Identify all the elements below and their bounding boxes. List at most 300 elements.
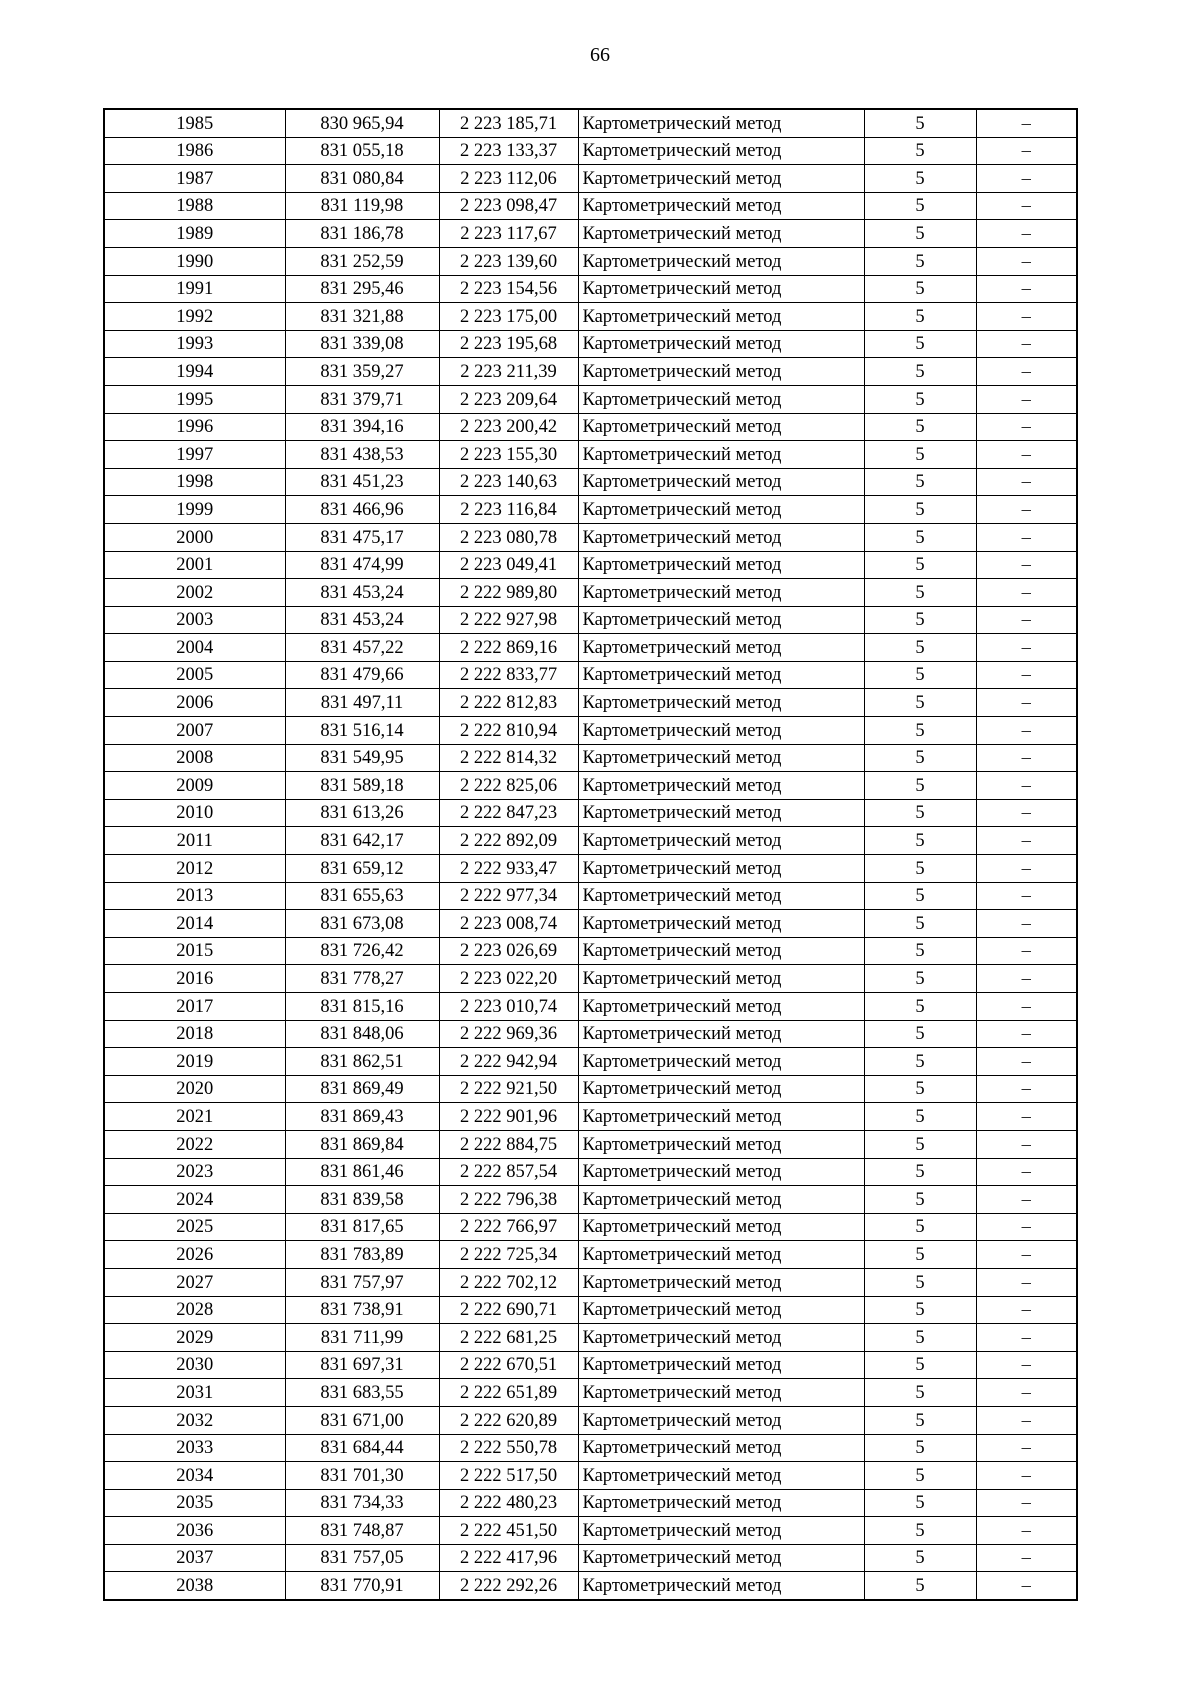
accuracy-cell: 5 <box>864 385 976 413</box>
x-coordinate-cell: 831 697,31 <box>285 1351 439 1379</box>
y-coordinate-cell: 2 223 080,78 <box>439 523 578 551</box>
table-row <box>104 1268 1077 1296</box>
note-cell: – <box>976 937 1077 965</box>
point-number-cell: 2014 <box>104 910 285 938</box>
accuracy-cell: 5 <box>864 303 976 331</box>
x-coordinate-cell: 831 186,78 <box>285 220 439 248</box>
note-cell: – <box>976 1213 1077 1241</box>
accuracy-cell: 5 <box>864 468 976 496</box>
y-coordinate-cell: 2 222 857,54 <box>439 1158 578 1186</box>
table-row <box>104 1075 1077 1103</box>
y-coordinate-cell: 2 222 651,89 <box>439 1379 578 1407</box>
y-coordinate-cell: 2 223 116,84 <box>439 496 578 524</box>
note-cell: – <box>976 247 1077 275</box>
accuracy-cell: 5 <box>864 192 976 220</box>
y-coordinate-cell: 2 222 825,06 <box>439 772 578 800</box>
x-coordinate-cell: 831 683,55 <box>285 1379 439 1407</box>
method-cell: Картометрический метод <box>578 827 864 855</box>
point-number-cell: 2023 <box>104 1158 285 1186</box>
accuracy-cell: 5 <box>864 855 976 883</box>
table-row <box>104 1379 1077 1407</box>
x-coordinate-cell: 831 055,18 <box>285 137 439 165</box>
note-cell: – <box>976 413 1077 441</box>
x-coordinate-cell: 831 869,49 <box>285 1075 439 1103</box>
note-cell: – <box>976 965 1077 993</box>
note-cell: – <box>976 717 1077 745</box>
point-number-cell: 1988 <box>104 192 285 220</box>
accuracy-cell: 5 <box>864 1434 976 1462</box>
x-coordinate-cell: 831 783,89 <box>285 1241 439 1269</box>
accuracy-cell: 5 <box>864 579 976 607</box>
method-cell: Картометрический метод <box>578 1158 864 1186</box>
note-cell: – <box>976 468 1077 496</box>
x-coordinate-cell: 831 359,27 <box>285 358 439 386</box>
y-coordinate-cell: 2 222 690,71 <box>439 1296 578 1324</box>
y-coordinate-cell: 2 223 139,60 <box>439 247 578 275</box>
coordinates-table <box>103 108 1078 1601</box>
y-coordinate-cell: 2 222 550,78 <box>439 1434 578 1462</box>
accuracy-cell: 5 <box>864 1517 976 1545</box>
y-coordinate-cell: 2 222 725,34 <box>439 1241 578 1269</box>
y-coordinate-cell: 2 222 517,50 <box>439 1462 578 1490</box>
y-coordinate-cell: 2 222 901,96 <box>439 1103 578 1131</box>
table-row <box>104 441 1077 469</box>
x-coordinate-cell: 831 757,97 <box>285 1268 439 1296</box>
accuracy-cell: 5 <box>864 1296 976 1324</box>
accuracy-cell: 5 <box>864 744 976 772</box>
note-cell: – <box>976 882 1077 910</box>
page-number: 66 <box>590 44 610 66</box>
table-row <box>104 523 1077 551</box>
point-number-cell: 1997 <box>104 441 285 469</box>
table-row <box>104 689 1077 717</box>
table-row <box>104 1544 1077 1572</box>
accuracy-cell: 5 <box>864 937 976 965</box>
accuracy-cell: 5 <box>864 413 976 441</box>
x-coordinate-cell: 831 734,33 <box>285 1489 439 1517</box>
method-cell: Картометрический метод <box>578 1489 864 1517</box>
table-row <box>104 993 1077 1021</box>
method-cell: Картометрический метод <box>578 910 864 938</box>
y-coordinate-cell: 2 223 026,69 <box>439 937 578 965</box>
note-cell: – <box>976 303 1077 331</box>
table-row <box>104 882 1077 910</box>
accuracy-cell: 5 <box>864 827 976 855</box>
x-coordinate-cell: 831 748,87 <box>285 1517 439 1545</box>
point-number-cell: 2036 <box>104 1517 285 1545</box>
table-row <box>104 965 1077 993</box>
note-cell: – <box>976 192 1077 220</box>
point-number-cell: 2009 <box>104 772 285 800</box>
point-number-cell: 1994 <box>104 358 285 386</box>
note-cell: – <box>976 109 1077 137</box>
table-row <box>104 1186 1077 1214</box>
method-cell: Картометрический метод <box>578 1020 864 1048</box>
x-coordinate-cell: 831 817,65 <box>285 1213 439 1241</box>
note-cell: – <box>976 1268 1077 1296</box>
accuracy-cell: 5 <box>864 606 976 634</box>
y-coordinate-cell: 2 222 681,25 <box>439 1324 578 1352</box>
point-number-cell: 2019 <box>104 1048 285 1076</box>
method-cell: Картометрический метод <box>578 1268 864 1296</box>
note-cell: – <box>976 1296 1077 1324</box>
accuracy-cell: 5 <box>864 330 976 358</box>
x-coordinate-cell: 831 848,06 <box>285 1020 439 1048</box>
method-cell: Картометрический метод <box>578 1379 864 1407</box>
x-coordinate-cell: 831 321,88 <box>285 303 439 331</box>
point-number-cell: 2008 <box>104 744 285 772</box>
method-cell: Картометрический метод <box>578 523 864 551</box>
x-coordinate-cell: 831 453,24 <box>285 606 439 634</box>
method-cell: Картометрический метод <box>578 1130 864 1158</box>
table-row <box>104 1020 1077 1048</box>
method-cell: Картометрический метод <box>578 1572 864 1600</box>
y-coordinate-cell: 2 223 195,68 <box>439 330 578 358</box>
table-row <box>104 1158 1077 1186</box>
method-cell: Картометрический метод <box>578 882 864 910</box>
point-number-cell: 2031 <box>104 1379 285 1407</box>
note-cell: – <box>976 1324 1077 1352</box>
note-cell: – <box>976 1020 1077 1048</box>
accuracy-cell: 5 <box>864 1544 976 1572</box>
y-coordinate-cell: 2 223 022,20 <box>439 965 578 993</box>
note-cell: – <box>976 441 1077 469</box>
y-coordinate-cell: 2 222 702,12 <box>439 1268 578 1296</box>
x-coordinate-cell: 831 438,53 <box>285 441 439 469</box>
point-number-cell: 2035 <box>104 1489 285 1517</box>
accuracy-cell: 5 <box>864 1406 976 1434</box>
y-coordinate-cell: 2 223 010,74 <box>439 993 578 1021</box>
x-coordinate-cell: 831 839,58 <box>285 1186 439 1214</box>
accuracy-cell: 5 <box>864 1489 976 1517</box>
method-cell: Картометрический метод <box>578 606 864 634</box>
x-coordinate-cell: 831 757,05 <box>285 1544 439 1572</box>
point-number-cell: 2016 <box>104 965 285 993</box>
method-cell: Картометрический метод <box>578 1517 864 1545</box>
note-cell: – <box>976 220 1077 248</box>
point-number-cell: 2022 <box>104 1130 285 1158</box>
table-row <box>104 137 1077 165</box>
y-coordinate-cell: 2 223 140,63 <box>439 468 578 496</box>
method-cell: Картометрический метод <box>578 468 864 496</box>
method-cell: Картометрический метод <box>578 799 864 827</box>
table-row <box>104 192 1077 220</box>
x-coordinate-cell: 831 295,46 <box>285 275 439 303</box>
point-number-cell: 2006 <box>104 689 285 717</box>
table-row <box>104 910 1077 938</box>
note-cell: – <box>976 1130 1077 1158</box>
point-number-cell: 2010 <box>104 799 285 827</box>
point-number-cell: 2000 <box>104 523 285 551</box>
table-row <box>104 1462 1077 1490</box>
y-coordinate-cell: 2 223 154,56 <box>439 275 578 303</box>
method-cell: Картометрический метод <box>578 855 864 883</box>
point-number-cell: 1996 <box>104 413 285 441</box>
method-cell: Картометрический метод <box>578 1406 864 1434</box>
note-cell: – <box>976 1462 1077 1490</box>
table-row <box>104 1434 1077 1462</box>
accuracy-cell: 5 <box>864 1213 976 1241</box>
note-cell: – <box>976 634 1077 662</box>
table-row <box>104 855 1077 883</box>
x-coordinate-cell: 831 778,27 <box>285 965 439 993</box>
accuracy-cell: 5 <box>864 882 976 910</box>
note-cell: – <box>976 1241 1077 1269</box>
accuracy-cell: 5 <box>864 1186 976 1214</box>
x-coordinate-cell: 831 394,16 <box>285 413 439 441</box>
point-number-cell: 2037 <box>104 1544 285 1572</box>
y-coordinate-cell: 2 222 977,34 <box>439 882 578 910</box>
method-cell: Картометрический метод <box>578 634 864 662</box>
method-cell: Картометрический метод <box>578 165 864 193</box>
note-cell: – <box>976 1406 1077 1434</box>
y-coordinate-cell: 2 222 927,98 <box>439 606 578 634</box>
note-cell: – <box>976 827 1077 855</box>
accuracy-cell: 5 <box>864 1158 976 1186</box>
x-coordinate-cell: 831 659,12 <box>285 855 439 883</box>
table-row <box>104 827 1077 855</box>
method-cell: Картометрический метод <box>578 579 864 607</box>
accuracy-cell: 5 <box>864 1324 976 1352</box>
x-coordinate-cell: 831 862,51 <box>285 1048 439 1076</box>
y-coordinate-cell: 2 223 175,00 <box>439 303 578 331</box>
x-coordinate-cell: 831 701,30 <box>285 1462 439 1490</box>
point-number-cell: 2027 <box>104 1268 285 1296</box>
x-coordinate-cell: 831 861,46 <box>285 1158 439 1186</box>
note-cell: – <box>976 579 1077 607</box>
x-coordinate-cell: 831 466,96 <box>285 496 439 524</box>
x-coordinate-cell: 831 516,14 <box>285 717 439 745</box>
note-cell: – <box>976 1075 1077 1103</box>
note-cell: – <box>976 1489 1077 1517</box>
table-row <box>104 1241 1077 1269</box>
x-coordinate-cell: 831 119,98 <box>285 192 439 220</box>
accuracy-cell: 5 <box>864 1379 976 1407</box>
method-cell: Картометрический метод <box>578 1434 864 1462</box>
point-number-cell: 2017 <box>104 993 285 1021</box>
accuracy-cell: 5 <box>864 1130 976 1158</box>
table-row <box>104 468 1077 496</box>
point-number-cell: 2026 <box>104 1241 285 1269</box>
x-coordinate-cell: 831 252,59 <box>285 247 439 275</box>
method-cell: Картометрический метод <box>578 1103 864 1131</box>
note-cell: – <box>976 606 1077 634</box>
x-coordinate-cell: 831 711,99 <box>285 1324 439 1352</box>
table-row <box>104 1296 1077 1324</box>
accuracy-cell: 5 <box>864 689 976 717</box>
y-coordinate-cell: 2 222 812,83 <box>439 689 578 717</box>
note-cell: – <box>976 1048 1077 1076</box>
note-cell: – <box>976 1351 1077 1379</box>
method-cell: Картометрический метод <box>578 1241 864 1269</box>
method-cell: Картометрический метод <box>578 993 864 1021</box>
method-cell: Картометрический метод <box>578 330 864 358</box>
note-cell: – <box>976 330 1077 358</box>
table-row <box>104 717 1077 745</box>
table-row <box>104 330 1077 358</box>
point-number-cell: 2015 <box>104 937 285 965</box>
method-cell: Картометрический метод <box>578 661 864 689</box>
y-coordinate-cell: 2 223 200,42 <box>439 413 578 441</box>
y-coordinate-cell: 2 222 480,23 <box>439 1489 578 1517</box>
method-cell: Картометрический метод <box>578 303 864 331</box>
note-cell: – <box>976 993 1077 1021</box>
accuracy-cell: 5 <box>864 1048 976 1076</box>
note-cell: – <box>976 385 1077 413</box>
method-cell: Картометрический метод <box>578 1296 864 1324</box>
accuracy-cell: 5 <box>864 441 976 469</box>
note-cell: – <box>976 358 1077 386</box>
point-number-cell: 2020 <box>104 1075 285 1103</box>
method-cell: Картометрический метод <box>578 1048 864 1076</box>
y-coordinate-cell: 2 222 921,50 <box>439 1075 578 1103</box>
point-number-cell: 2025 <box>104 1213 285 1241</box>
y-coordinate-cell: 2 223 185,71 <box>439 109 578 137</box>
y-coordinate-cell: 2 223 049,41 <box>439 551 578 579</box>
table-row <box>104 413 1077 441</box>
method-cell: Картометрический метод <box>578 496 864 524</box>
x-coordinate-cell: 831 475,17 <box>285 523 439 551</box>
point-number-cell: 2004 <box>104 634 285 662</box>
accuracy-cell: 5 <box>864 1462 976 1490</box>
x-coordinate-cell: 831 671,00 <box>285 1406 439 1434</box>
point-number-cell: 2034 <box>104 1462 285 1490</box>
point-number-cell: 2002 <box>104 579 285 607</box>
y-coordinate-cell: 2 223 008,74 <box>439 910 578 938</box>
point-number-cell: 2018 <box>104 1020 285 1048</box>
table-row <box>104 1213 1077 1241</box>
method-cell: Картометрический метод <box>578 1186 864 1214</box>
note-cell: – <box>976 523 1077 551</box>
method-cell: Картометрический метод <box>578 413 864 441</box>
accuracy-cell: 5 <box>864 717 976 745</box>
y-coordinate-cell: 2 222 620,89 <box>439 1406 578 1434</box>
table-row <box>104 1351 1077 1379</box>
table-row <box>104 661 1077 689</box>
point-number-cell: 1989 <box>104 220 285 248</box>
method-cell: Картометрический метод <box>578 1351 864 1379</box>
table-row <box>104 220 1077 248</box>
note-cell: – <box>976 165 1077 193</box>
x-coordinate-cell: 831 497,11 <box>285 689 439 717</box>
y-coordinate-cell: 2 222 451,50 <box>439 1517 578 1545</box>
y-coordinate-cell: 2 222 292,26 <box>439 1572 578 1600</box>
accuracy-cell: 5 <box>864 993 976 1021</box>
x-coordinate-cell: 831 738,91 <box>285 1296 439 1324</box>
table-row <box>104 1572 1077 1600</box>
accuracy-cell: 5 <box>864 799 976 827</box>
method-cell: Картометрический метод <box>578 109 864 137</box>
y-coordinate-cell: 2 222 892,09 <box>439 827 578 855</box>
table-row <box>104 606 1077 634</box>
table-body <box>104 109 1077 1600</box>
note-cell: – <box>976 689 1077 717</box>
note-cell: – <box>976 1544 1077 1572</box>
y-coordinate-cell: 2 223 211,39 <box>439 358 578 386</box>
accuracy-cell: 5 <box>864 910 976 938</box>
point-number-cell: 2032 <box>104 1406 285 1434</box>
x-coordinate-cell: 831 770,91 <box>285 1572 439 1600</box>
note-cell: – <box>976 799 1077 827</box>
table-row <box>104 247 1077 275</box>
table-row <box>104 772 1077 800</box>
accuracy-cell: 5 <box>864 137 976 165</box>
y-coordinate-cell: 2 222 417,96 <box>439 1544 578 1572</box>
y-coordinate-cell: 2 223 133,37 <box>439 137 578 165</box>
method-cell: Картометрический метод <box>578 1324 864 1352</box>
accuracy-cell: 5 <box>864 661 976 689</box>
table-row <box>104 551 1077 579</box>
method-cell: Картометрический метод <box>578 1462 864 1490</box>
y-coordinate-cell: 2 222 869,16 <box>439 634 578 662</box>
point-number-cell: 2029 <box>104 1324 285 1352</box>
point-number-cell: 2012 <box>104 855 285 883</box>
x-coordinate-cell: 831 684,44 <box>285 1434 439 1462</box>
note-cell: – <box>976 1572 1077 1600</box>
point-number-cell: 2024 <box>104 1186 285 1214</box>
y-coordinate-cell: 2 223 098,47 <box>439 192 578 220</box>
method-cell: Картометрический метод <box>578 1075 864 1103</box>
table-row <box>104 1048 1077 1076</box>
table-row <box>104 799 1077 827</box>
method-cell: Картометрический метод <box>578 275 864 303</box>
x-coordinate-cell: 831 673,08 <box>285 910 439 938</box>
y-coordinate-cell: 2 222 766,97 <box>439 1213 578 1241</box>
accuracy-cell: 5 <box>864 523 976 551</box>
accuracy-cell: 5 <box>864 965 976 993</box>
note-cell: – <box>976 1186 1077 1214</box>
table-row <box>104 1517 1077 1545</box>
table-row <box>104 1103 1077 1131</box>
table-row <box>104 634 1077 662</box>
y-coordinate-cell: 2 222 670,51 <box>439 1351 578 1379</box>
point-number-cell: 2001 <box>104 551 285 579</box>
x-coordinate-cell: 831 869,84 <box>285 1130 439 1158</box>
x-coordinate-cell: 831 474,99 <box>285 551 439 579</box>
method-cell: Картометрический метод <box>578 744 864 772</box>
note-cell: – <box>976 661 1077 689</box>
table-row <box>104 1130 1077 1158</box>
method-cell: Картометрический метод <box>578 441 864 469</box>
method-cell: Картометрический метод <box>578 772 864 800</box>
y-coordinate-cell: 2 222 833,77 <box>439 661 578 689</box>
y-coordinate-cell: 2 222 814,32 <box>439 744 578 772</box>
y-coordinate-cell: 2 223 155,30 <box>439 441 578 469</box>
y-coordinate-cell: 2 223 117,67 <box>439 220 578 248</box>
table-row <box>104 165 1077 193</box>
note-cell: – <box>976 1379 1077 1407</box>
method-cell: Картометрический метод <box>578 192 864 220</box>
method-cell: Картометрический метод <box>578 965 864 993</box>
point-number-cell: 2030 <box>104 1351 285 1379</box>
point-number-cell: 1991 <box>104 275 285 303</box>
accuracy-cell: 5 <box>864 1241 976 1269</box>
y-coordinate-cell: 2 222 969,36 <box>439 1020 578 1048</box>
accuracy-cell: 5 <box>864 358 976 386</box>
note-cell: – <box>976 1103 1077 1131</box>
table-row <box>104 579 1077 607</box>
accuracy-cell: 5 <box>864 551 976 579</box>
point-number-cell: 2038 <box>104 1572 285 1600</box>
accuracy-cell: 5 <box>864 634 976 662</box>
x-coordinate-cell: 831 479,66 <box>285 661 439 689</box>
x-coordinate-cell: 830 965,94 <box>285 109 439 137</box>
point-number-cell: 1986 <box>104 137 285 165</box>
point-number-cell: 2033 <box>104 1434 285 1462</box>
x-coordinate-cell: 831 379,71 <box>285 385 439 413</box>
point-number-cell: 2007 <box>104 717 285 745</box>
x-coordinate-cell: 831 726,42 <box>285 937 439 965</box>
